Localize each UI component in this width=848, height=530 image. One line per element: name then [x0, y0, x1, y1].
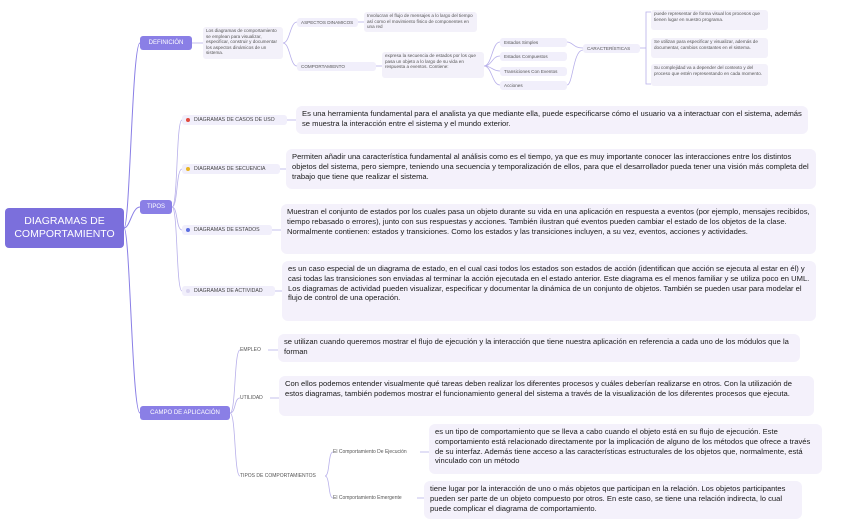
priority-empty-icon: [186, 289, 190, 293]
node-comportamiento-ejecucion[interactable]: El Comportamiento De Ejecución: [333, 449, 407, 455]
root-node[interactable]: DIAGRAMAS DE COMPORTAMIENTO: [5, 208, 124, 248]
estado-item[interactable]: Acciones: [500, 81, 567, 90]
link-items-caract: [567, 42, 583, 48]
ejecucion-text: es un tipo de comportamiento que se lleva a cabo cuando el objeto está en su flujo de ejecución. Este comportamiento está relacionado directamente por la implicación de alguno de los métodos que ofrece a través de su interfaz. Además tiene acceso a las características estructurales de los objetos que, normalmente, está vinculado con un método: [429, 424, 822, 474]
priority-blue-icon: [186, 228, 190, 232]
node-comportamiento[interactable]: COMPORTAMIENTO: [297, 62, 376, 71]
node-utilidad[interactable]: UTILIDAD: [240, 395, 263, 401]
branch-tipos[interactable]: TIPOS: [140, 200, 172, 214]
link-tipos-1: [172, 120, 182, 207]
priority-red-icon: [186, 118, 190, 122]
aspectos-text: Involucran el flujo de mensajes a lo largo del tiempo así como el movimiento físico de componentes en una red: [364, 12, 477, 32]
utilidad-text: Con ellos podemos entender visualmente qué tareas deben realizar los diferentes procesos y cuáles deberían realizarse en otros. Con la utilización de estos diagramas, también podemos mostrar el funcionamiento general del sistema a través de la visualización de los diferentes procesos que ejecuta.: [279, 376, 814, 416]
node-casos-de-uso[interactable]: [182, 115, 287, 125]
emergente-text: tiene lugar por la interacción de uno o más objetos que participan en la relación. Los objetos participantes pueden ser parte de un objeto compuesto por otros. En este caso, se tiene una relación indirecta, lo cual puede complicar el diagrama de comportamiento.: [424, 481, 802, 519]
link-root-campo: [124, 228, 140, 413]
node-label: DIAGRAMAS DE ESTADOS: [194, 227, 260, 233]
link-tipos-2: [172, 169, 182, 207]
link-items-caract2: [567, 50, 583, 85]
node-caracteristicas[interactable]: CARACTERÍSTICAS: [583, 44, 640, 53]
link-campo-empleo: [230, 350, 240, 413]
link-root-definicion: [124, 43, 140, 228]
link-def-aspectos: [283, 22, 297, 43]
comportamiento-text: expresa la secuencia de estados por los que pasa un objeto a lo largo de su vida en respuesta a eventos. Contiene:: [382, 52, 484, 78]
node-label: DIAGRAMAS DE CASOS DE USO: [194, 117, 275, 123]
empleo-text: se utilizan cuando queremos mostrar el flujo de ejecución y la interacción que tiene nuestra aplicación en referencia a cada uno de los módulos que la forman: [278, 334, 800, 362]
link-campo-tiposcomp: [230, 413, 240, 476]
node-label: DIAGRAMAS DE SECUENCIA: [194, 166, 266, 172]
node-secuencia[interactable]: [182, 164, 280, 174]
branch-definicion[interactable]: DEFINICIÓN: [140, 36, 192, 50]
estado-item[interactable]: Transiciones Con Eventos: [500, 67, 567, 76]
priority-yellow-icon: [186, 167, 190, 171]
secuencia-text: Permiten añadir una característica fundamental al análisis como es el tiempo, ya que es muy importante conocer las interacciones entre los distintos objetos del sistema, pero siempre, teniendo una secuencia y temporalización de ellos, para que el desarrollador pueda tener una visión más completa del trabajo que tiene que realizar el sistema.: [286, 149, 816, 189]
node-actividad[interactable]: [182, 286, 275, 296]
node-tipos-comportamientos[interactable]: TIPOS DE COMPORTAMIENTOS: [240, 473, 316, 479]
caracteristica-item: Se utilizan para especificar y visualizar, además de documentar, cambios constantes en el sistema.: [651, 38, 768, 58]
estado-item[interactable]: Estados Compuestos: [500, 52, 567, 61]
estado-item[interactable]: Estados Simples: [500, 38, 567, 47]
definicion-text: Los diagramas de comportamiento se emplean para visualizar, especificar, construir y documentar los aspectos dinámicos de un sistema.: [203, 27, 283, 59]
estados-text: Muestran el conjunto de estados por los cuales pasa un objeto durante su vida en una aplicación en respuesta a eventos (por ejemplo, mensajes recibidos, tiempo rebasado o errores), junto con sus respuestas y acciones. También ilustran qué eventos pueden cambiar el estado de los objetos de la clase. Normalmente contienen: estados y transiciones. Como los estados y las transiciones incluyen, a su vez, eventos, acciones y actividades.: [281, 204, 816, 254]
link-comp-items-a: [484, 42, 500, 66]
node-empleo[interactable]: EMPLEO: [240, 347, 261, 353]
node-label: DIAGRAMAS DE ACTIVIDAD: [194, 288, 263, 294]
link-comp-items-b: [484, 56, 500, 66]
node-estados[interactable]: [182, 225, 272, 235]
actividad-text: es un caso especial de un diagrama de estado, en el cual casi todos los estados son estados de acción (identifican que acción se ejecuta al estar en él) y casi todas las transiciones son enviadas al terminar la acción ejecutada en el estado anterior. Este diagrama es el menos familiar y se utiliza poco en UML. Los diagramas de actividad pueden visualizar, especificar y documentar la dinámica de un conjunto de objetos. También se pueden usar para modelar el flujo de control de una operación.: [282, 261, 816, 321]
casos-de-uso-text: Es una herramienta fundamental para el analista ya que mediante ella, puede especificarse cómo el usuario va a interactuar con el sistema, además se muestra la interacción entre el sistema y el mundo exterior.: [296, 106, 808, 134]
link-def-comportamiento: [283, 43, 297, 66]
caracteristica-item: puede representar de forma visual los procesos que tienen lugar en nuestro programa.: [651, 10, 768, 30]
node-comportamiento-emergente[interactable]: El Comportamiento Emergente: [333, 495, 402, 501]
branch-campo-aplicacion[interactable]: CAMPO DE APLICACIÓN: [140, 406, 230, 420]
link-tc-emerg: [325, 476, 333, 498]
link-tc-ejec: [325, 452, 333, 476]
node-aspectos-dinamicos[interactable]: ASPECTOS DINAMICOS: [297, 18, 358, 27]
caracteristica-item: Su complejidad va a depender del contexto y del proceso que estén representando en cada momento.: [651, 64, 768, 86]
